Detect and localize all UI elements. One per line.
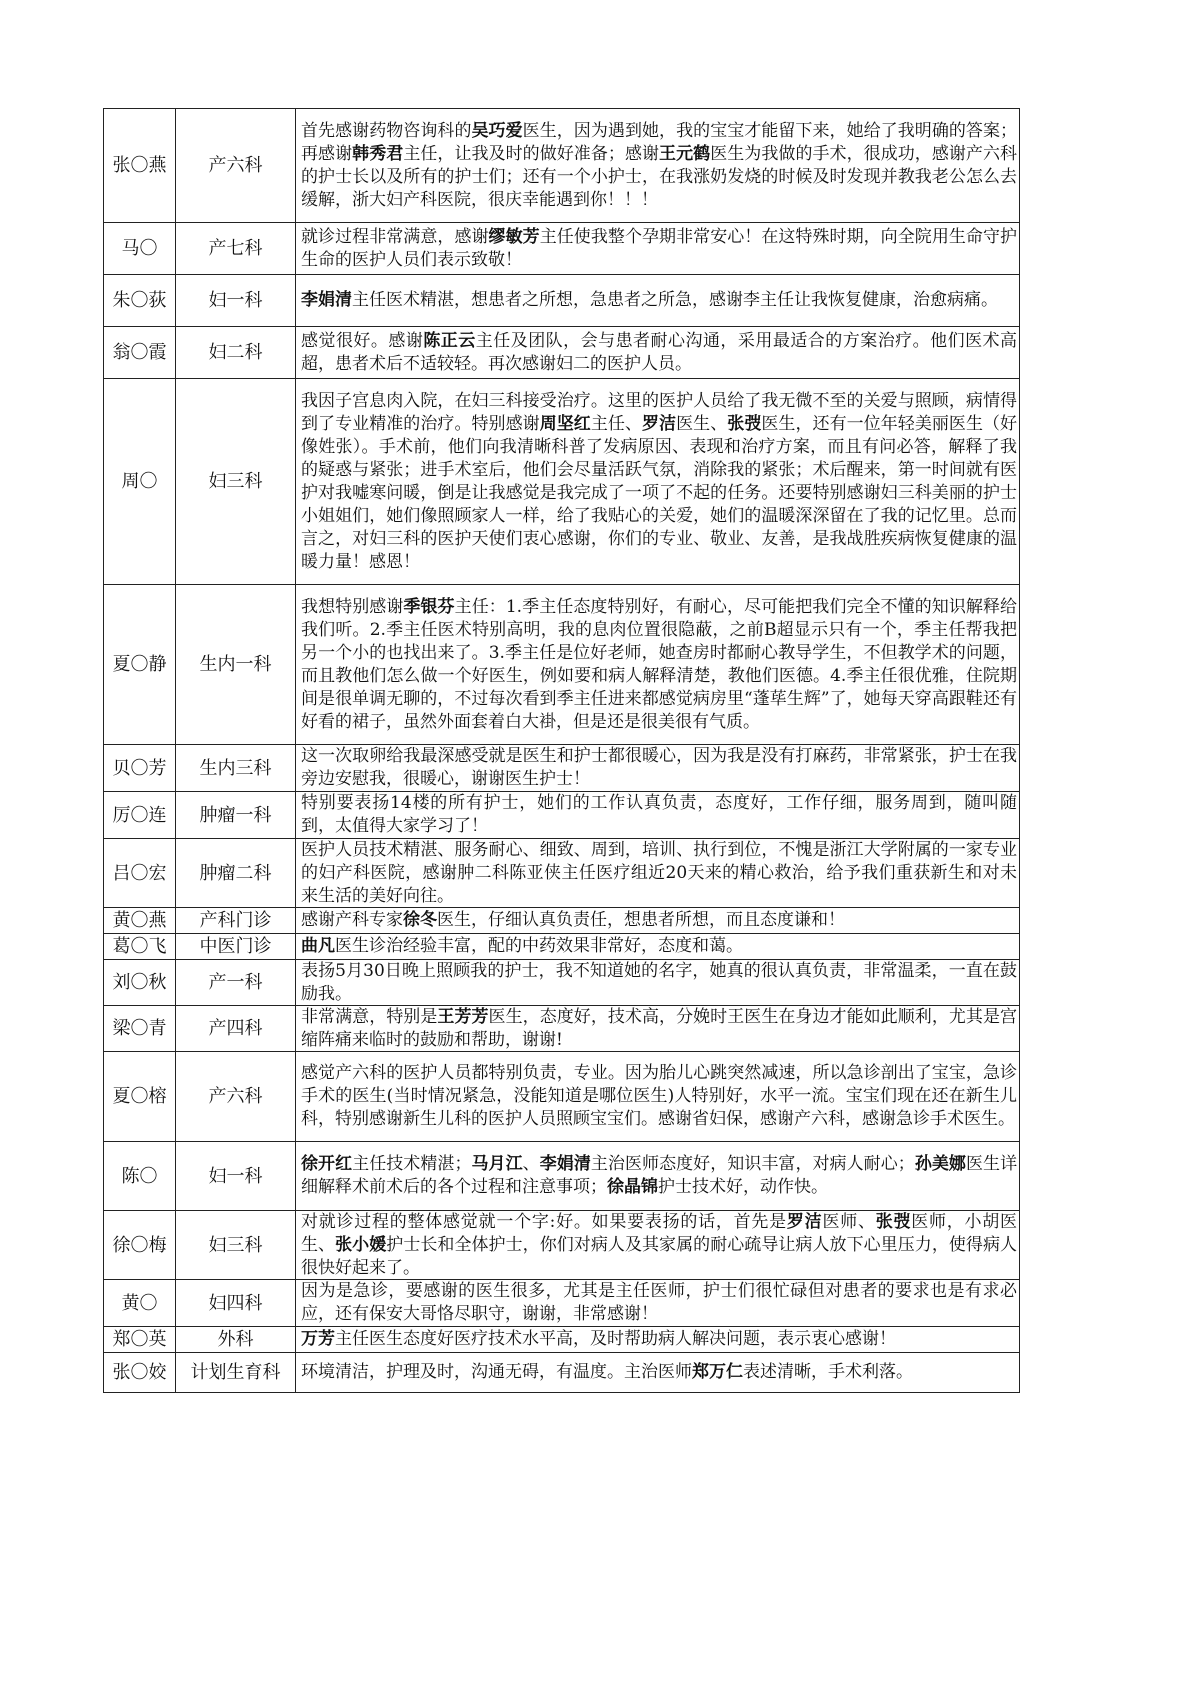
- message-text: 医生，仔细认真负责任，想患者所想，而且态度谦和！: [437, 910, 845, 930]
- message-text: 护士技术好，动作快。: [658, 1177, 828, 1197]
- message-text: 我想特别感谢: [301, 596, 404, 617]
- staff-name: 张弢: [727, 413, 762, 434]
- table-row: [104, 1353, 1020, 1393]
- department-cell: 产科门诊: [176, 908, 296, 934]
- staff-name: 缪敏芳: [488, 226, 540, 247]
- department-cell: 计划生育科: [176, 1353, 296, 1393]
- message-text: 表述清晰，手术利落。: [743, 1362, 913, 1382]
- patient-name-cell: 徐〇梅: [104, 1211, 176, 1280]
- patient-name-cell: 陈〇: [104, 1142, 176, 1211]
- message-text: 这一次取卵给我最深感受就是医生和护士都很暖心，因为我是没有打麻药，非常紧张，护士在我旁边安慰我，很暖心，谢谢医生护士！: [301, 746, 1017, 789]
- table-row: [104, 1327, 1020, 1353]
- patient-name-cell: 翁〇霞: [104, 327, 176, 379]
- table-row: [104, 792, 1020, 839]
- staff-name: 李娟清: [301, 290, 352, 310]
- commendation-text-cell: [296, 585, 1020, 745]
- commendation-text-cell: [296, 109, 1020, 223]
- commendation-text-cell: [296, 908, 1020, 934]
- staff-name: 陈正云: [423, 330, 476, 351]
- staff-name: 韩秀君: [352, 143, 404, 164]
- message-text: 感觉产六科的医护人员都特别负责，专业。因为胎儿心跳突然减速，所以急诊剖出了宝宝，急诊手术的医生(当时情况紧急，没能知道是哪位医生)人特别好，水平一流。宝宝们现在还在新生儿科，特别感谢新生儿科的医护人员照顾宝宝们。感谢省妇保，感谢产六科，感谢急诊手术医生。: [301, 1063, 1017, 1129]
- commendation-text-cell: [296, 745, 1020, 792]
- table-row: [104, 934, 1020, 960]
- commendation-text-cell: [296, 839, 1020, 908]
- commendation-text-cell: [296, 327, 1020, 379]
- table-row: [104, 960, 1020, 1006]
- patient-name-cell: 吕〇宏: [104, 839, 176, 908]
- commendation-text-cell: [296, 1006, 1020, 1052]
- patient-name-cell: 夏〇榕: [104, 1052, 176, 1142]
- message-text: 医生诊治经验丰富，配的中药效果非常好，态度和蔼。: [335, 936, 743, 956]
- message-text: 主任医生态度好医疗技术水平高，及时帮助病人解决问题，表示衷心感谢！: [335, 1329, 896, 1349]
- staff-name: 曲凡: [301, 936, 335, 956]
- message-text: 我因子宫息肉入院，在妇三科接受治疗。这里的医护人员给了我无微不至的关爱与照顾，病情得到了专业精准的治疗。特别感谢: [301, 390, 1017, 434]
- patient-name-cell: 黄〇: [104, 1280, 176, 1327]
- table-row: [104, 908, 1020, 934]
- message-text: 主任、: [590, 413, 642, 434]
- message-text: 主任，让我及时的做好准备；感谢: [403, 143, 660, 164]
- table-row: [104, 1142, 1020, 1211]
- commendation-text-cell: [296, 1142, 1020, 1211]
- message-text: 感觉很好。感谢: [301, 330, 424, 351]
- staff-name: 徐冬: [403, 910, 437, 930]
- commendation-table: [103, 108, 1020, 1393]
- commendation-text-cell: [296, 1353, 1020, 1393]
- patient-name-cell: 贝〇芳: [104, 745, 176, 792]
- patient-name-cell: 张〇姣: [104, 1353, 176, 1393]
- staff-name: 张小媛: [335, 1235, 387, 1255]
- department-cell: 产一科: [176, 960, 296, 1006]
- message-text: 非常满意，特别是: [301, 1007, 438, 1027]
- message-text: 护士长和全体护士，你们对病人及其家属的耐心疏导让病人放下心里压力，使得病人很快好起来了。: [301, 1235, 1017, 1278]
- table-row: [104, 585, 1020, 745]
- message-text: 医生为我做的手术，很成功，感谢产六科的护士长以及所有的护士们；还有一个小护士，在我涨奶发烧的时候及时发现并教我老公怎么去缓解，浙大妇产科医院，很庆幸能遇到你！！！: [301, 143, 1017, 210]
- commendation-text-cell: [296, 1280, 1020, 1327]
- staff-name: 孙美娜: [914, 1154, 966, 1174]
- patient-name-cell: 葛〇飞: [104, 934, 176, 960]
- message-text: 首先感谢药物咨询科的: [301, 120, 472, 141]
- department-cell: 妇四科: [176, 1280, 296, 1327]
- department-cell: 妇三科: [176, 379, 296, 585]
- table-row: [104, 745, 1020, 792]
- staff-name: 罗洁: [642, 413, 677, 434]
- patient-name-cell: 厉〇连: [104, 792, 176, 839]
- message-text: 、: [522, 1154, 540, 1174]
- department-cell: 产六科: [176, 109, 296, 223]
- table-row: [104, 1211, 1020, 1280]
- staff-name: 季银芬: [403, 596, 455, 617]
- table-row: [104, 275, 1020, 327]
- staff-name: 李娟清: [539, 1154, 591, 1174]
- commendation-text-cell: [296, 934, 1020, 960]
- table-row: [104, 1052, 1020, 1142]
- staff-name: 吴巧爱: [471, 120, 523, 141]
- message-text: 环境清洁，护理及时，沟通无碍，有温度。主治医师: [301, 1362, 692, 1382]
- department-cell: 肿瘤一科: [176, 792, 296, 839]
- commendation-text-cell: [296, 379, 1020, 585]
- commendation-text-cell: [296, 1327, 1020, 1353]
- table-row: [104, 223, 1020, 275]
- message-text: 医生，态度好，技术高，分娩时王医生在身边才能如此顺利，尤其是宫缩阵痛来临时的鼓励和帮助，谢谢!: [301, 1007, 1017, 1050]
- message-text: 医生详细解释术前术后的各个过程和注意事项；: [301, 1154, 1017, 1197]
- patient-name-cell: 黄〇燕: [104, 908, 176, 934]
- message-text: 医师，小胡医生、: [301, 1212, 1017, 1255]
- message-text: 因为是急诊，要感谢的医生很多，尤其是主任医师，护士们很忙碌但对患者的要求也是有求必应，还有保安大哥恪尽职守，谢谢，非常感谢！: [301, 1281, 1017, 1324]
- staff-name: 张弢: [875, 1212, 912, 1232]
- patient-name-cell: 梁〇青: [104, 1006, 176, 1052]
- message-text: 医师、: [822, 1212, 876, 1232]
- message-text: 表扬5月30日晚上照顾我的护士，我不知道她的名字，她真的很认真负责，非常温柔，一直在鼓励我。: [301, 961, 1017, 1004]
- staff-name: 王元鹤: [659, 143, 711, 164]
- message-text: 主任及团队，会与患者耐心沟通，采用最适合的方案治疗。他们医术高超，患者术后不适较轻。再次感谢妇二的医护人员。: [301, 330, 1017, 374]
- commendation-text-cell: [296, 960, 1020, 1006]
- table-row: [104, 109, 1020, 223]
- staff-name: 徐晶锦: [607, 1177, 658, 1197]
- table-row: [104, 327, 1020, 379]
- commendation-text-cell: [296, 1211, 1020, 1280]
- commendation-text-cell: [296, 275, 1020, 327]
- department-cell: 肿瘤二科: [176, 839, 296, 908]
- table-row: [104, 839, 1020, 908]
- message-text: 主任医术精湛，想患者之所想，急患者之所急，感谢李主任让我恢复健康，治愈病痛。: [352, 290, 998, 310]
- patient-name-cell: 张〇燕: [104, 109, 176, 223]
- message-text: 感谢产科专家: [301, 910, 403, 930]
- table-row: [104, 379, 1020, 585]
- patient-name-cell: 夏〇静: [104, 585, 176, 745]
- department-cell: 妇二科: [176, 327, 296, 379]
- commendation-text-cell: [296, 1052, 1020, 1142]
- department-cell: 生内三科: [176, 745, 296, 792]
- staff-name: 徐开红: [301, 1154, 353, 1174]
- message-text: 特别要表扬14楼的所有护士，她们的工作认真负责，态度好，工作仔细，服务周到，随叫随到，太值得大家学习了！: [301, 793, 1017, 836]
- department-cell: 生内一科: [176, 585, 296, 745]
- department-cell: 妇一科: [176, 1142, 296, 1211]
- staff-name: 王芳芳: [437, 1007, 489, 1027]
- table-row: [104, 1280, 1020, 1327]
- message-text: 主任使我整个孕期非常安心！在这特殊时期，向全院用生命守护生命的医护人员们表示致敬！: [301, 226, 1017, 270]
- department-cell: 妇一科: [176, 275, 296, 327]
- patient-name-cell: 郑〇英: [104, 1327, 176, 1353]
- patient-name-cell: 朱〇荻: [104, 275, 176, 327]
- patient-name-cell: 周〇: [104, 379, 176, 585]
- table-row: [104, 1006, 1020, 1052]
- department-cell: 外科: [176, 1327, 296, 1353]
- message-text: 医生，因为遇到她，我的宝宝才能留下来，她给了我明确的答案；再感谢: [301, 120, 1017, 164]
- department-cell: 产七科: [176, 223, 296, 275]
- patient-name-cell: 马〇: [104, 223, 176, 275]
- staff-name: 周坚红: [539, 413, 591, 434]
- message-text: 医生，还有一位年轻美丽医生（好像姓张）。手术前，他们向我清晰科普了发病原因、表现和治疗方案，而且有问必答，解释了我的疑惑与紧张；进手术室后，他们会尽量活跃气氛，消除我的紧张；术后醒来，第一时间就有医护对我嘘寒问暖，倒是让我感觉是我完成了一项了不起的任务。还要特别感谢妇三科美丽的护士小姐姐们，她们像照顾家人一样，给了我贴心的关爱，她们的温暖深深留在了我的记忆里。总而言之，对妇三科的医护天使们衷心感谢，你们的专业、敬业、友善，是我战胜疾病恢复健康的温暖力量！感恩！: [301, 413, 1017, 572]
- department-cell: 产六科: [176, 1052, 296, 1142]
- department-cell: 中医门诊: [176, 934, 296, 960]
- staff-name: 万芳: [301, 1329, 335, 1349]
- staff-name: 罗洁: [786, 1212, 823, 1232]
- department-cell: 妇三科: [176, 1211, 296, 1280]
- message-text: 主治医师态度好，知识丰富，对病人耐心；: [590, 1154, 915, 1174]
- message-text: 医生、: [676, 413, 728, 434]
- staff-name: 马月江: [471, 1154, 523, 1174]
- staff-name: 郑万仁: [692, 1362, 743, 1382]
- message-text: 主任技术精湛；: [352, 1154, 472, 1174]
- message-text: 就诊过程非常满意，感谢: [301, 226, 489, 247]
- commendation-text-cell: [296, 223, 1020, 275]
- commendation-text-cell: [296, 792, 1020, 839]
- message-text: 医护人员技术精湛、服务耐心、细致、周到，培训、执行到位，不愧是浙江大学附属的一家专业的妇产科医院，感谢肿二科陈亚侠主任医疗组近20天来的精心救治，给予我们重获新生和对未来生活的美好向往。: [301, 840, 1017, 906]
- department-cell: 产四科: [176, 1006, 296, 1052]
- patient-name-cell: 刘〇秋: [104, 960, 176, 1006]
- message-text: 主任：1.季主任态度特别好，有耐心，尽可能把我们完全不懂的知识解释给我们听。2.季主任医术特别高明，我的息肉位置很隐蔽，之前B超显示只有一个，季主任帮我把另一个小的也找出来了。3.季主任是位好老师，她查房时都耐心教导学生，不但教学术的问题，而且教他们怎么做一个好医生，例如要和病人解释清楚，教他们医德。4.季主任很优雅，住院期间是很单调无聊的，不过每次看到季主任进来都感觉病房里“蓬荜生辉”了，她每天穿高跟鞋还有好看的裙子，虽然外面套着白大褂，但是还是很美很有气质。: [301, 596, 1017, 732]
- message-text: 对就诊过程的整体感觉就一个字:好。如果要表扬的话，首先是: [301, 1212, 787, 1232]
